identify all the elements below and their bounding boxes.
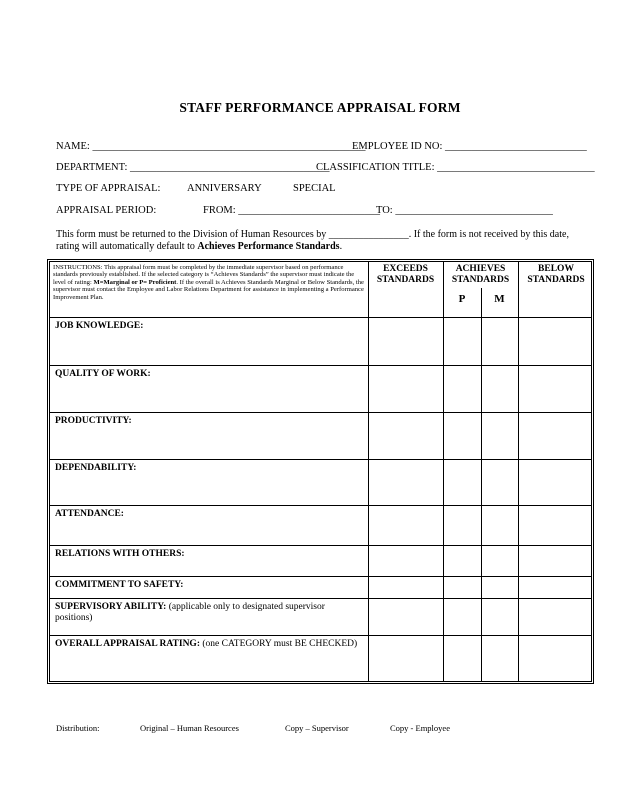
proficient-header: P xyxy=(458,293,466,305)
row-commitment-to-safety: COMMITMENT TO SAFETY: xyxy=(55,580,184,590)
row-dependability: DEPENDABILITY: xyxy=(55,463,137,473)
row-attendance: ATTENDANCE: xyxy=(55,509,124,519)
employee-id-field[interactable]: EMPLOYEE ID NO: ___________________________ xyxy=(352,141,587,152)
exceeds-standards-header: EXCEEDS STANDARDS xyxy=(376,264,435,285)
appraisal-period-label: APPRAISAL PERIOD: xyxy=(56,205,157,216)
form-title: STAFF PERFORMANCE APPRAISAL FORM xyxy=(179,100,461,115)
below-standards-header: BELOW STANDARDS xyxy=(527,264,585,285)
appraisal-type-label: TYPE OF APPRAISAL: xyxy=(56,183,161,194)
row-overall-appraisal-rating: OVERALL APPRAISAL RATING: (one CATEGORY must BE CHECKED) xyxy=(55,639,358,649)
distribution-copy-employee: Copy - Employee xyxy=(390,723,450,733)
row-productivity: PRODUCTIVITY: xyxy=(55,416,132,426)
appraisal-table xyxy=(47,259,594,684)
instructions-text: INSTRUCTIONS: This appraisal form must be completed by the immediate supervisor based on performance standards previously established. If the selected category is “Achieves Standards” the supervisor must indicate the level of rating: M=Marginal or P= Proficient. If the overall is Achieves Standards Marginal or Below Standards, the supervisor must contact the Employee and Labor Relations Department for assistance in implementing a Performance Improvement Plan. xyxy=(53,264,364,301)
period-from-field[interactable]: FROM: ___________________________ xyxy=(203,205,381,216)
name-field[interactable]: NAME: ____________________________________________________ xyxy=(56,141,366,152)
classification-title-field[interactable]: CLASSIFICATION TITLE: ______________________________ xyxy=(316,162,595,173)
appraisal-type-special[interactable]: SPECIAL xyxy=(293,183,336,194)
distribution-copy-supervisor: Copy – Supervisor xyxy=(285,723,349,733)
appraisal-type-anniversary[interactable]: ANNIVERSARY xyxy=(187,183,262,194)
marginal-header: M xyxy=(494,293,505,305)
row-quality-of-work: QUALITY OF WORK: xyxy=(55,369,151,379)
achieves-standards-header: ACHIEVES STANDARDS xyxy=(451,264,510,285)
department-field[interactable]: DEPARTMENT: ______________________________________ xyxy=(56,162,330,173)
row-job-knowledge: JOB KNOWLEDGE: xyxy=(55,321,144,331)
period-to-field[interactable]: TO: ______________________________ xyxy=(376,205,553,216)
distribution-label: Distribution: xyxy=(56,723,100,733)
row-supervisory-ability: SUPERVISORY ABILITY: (applicable only to designated supervisor positions) xyxy=(55,602,325,623)
distribution-original: Original – Human Resources xyxy=(140,723,239,733)
return-notice: This form must be returned to the Division of Human Resources by ________________. If the form is not received by this date, rating will automatically default to Achieves Performance Standards. xyxy=(56,229,569,252)
row-relations-with-others: RELATIONS WITH OTHERS: xyxy=(55,549,185,559)
